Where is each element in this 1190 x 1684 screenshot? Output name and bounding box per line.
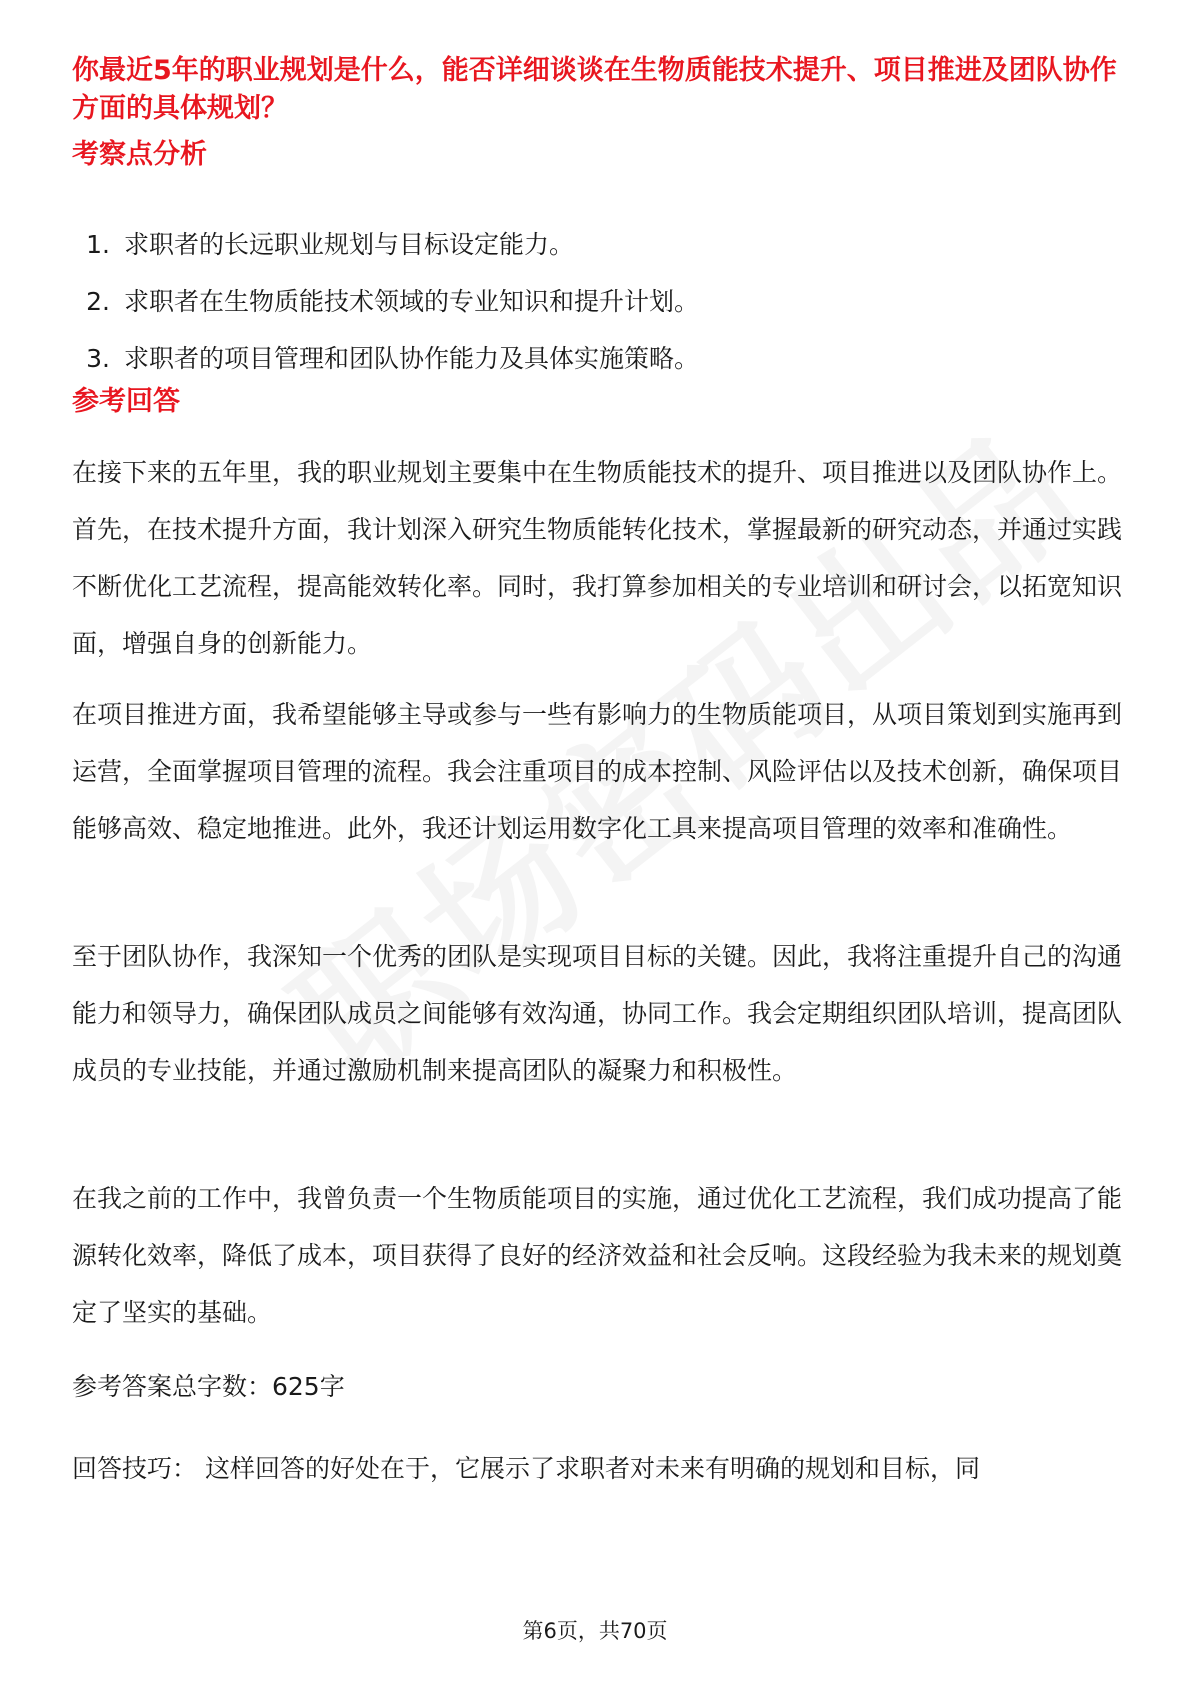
answer-paragraph: 至于团队协作，我深知一个优秀的团队是实现项目目标的关键。因此，我将注重提升自己的沟通能力和领导力，确保团队成员之间能够有效沟通，协同工作。我会定期组织团队培训，提高团队成员的专业技能，并通过激励机制来提高团队的凝聚力和积极性。 bbox=[72, 942, 1123, 1085]
interview-question: 你最近5年的职业规划是什么，能否详细谈谈在生物质能技术提升、项目推进及团队协作方面的具体规划？ bbox=[72, 55, 1117, 124]
word-count: 参考答案总字数：625字 bbox=[72, 1372, 345, 1401]
page-number: 第6页，共70页 bbox=[522, 1619, 668, 1643]
analysis-point bbox=[72, 330, 1122, 387]
point-text: 求职者在生物质能技术领域的专业知识和提升计划。 bbox=[124, 287, 700, 316]
answer-paragraph: 在接下来的五年里，我的职业规划主要集中在生物质能技术的提升、项目推进以及团队协作上。首先，在技术提升方面，我计划深入研究生物质能转化技术，掌握最新的研究动态，并通过实践不断优化工艺流程，提高能效转化率。同时，我打算参加相关的专业培训和研讨会，以拓宽知识面，增强自身的创新能力。 bbox=[72, 458, 1123, 658]
answer-tips: 回答技巧： 这样回答的好处在于，它展示了求职者对未来有明确的规划和目标，同 bbox=[72, 1454, 980, 1483]
analysis-point bbox=[72, 216, 1122, 273]
analysis-heading: 考察点分析 bbox=[72, 139, 207, 170]
point-number: 1. bbox=[86, 230, 110, 259]
answer-heading: 参考回答 bbox=[72, 386, 180, 417]
point-number: 2. bbox=[86, 287, 110, 316]
answer-paragraph: 在我之前的工作中，我曾负责一个生物质能项目的实施，通过优化工艺流程，我们成功提高了能源转化效率，降低了成本，项目获得了良好的经济效益和社会反响。这段经验为我未来的规划奠定了坚实的基础。 bbox=[72, 1184, 1123, 1327]
point-text: 求职者的项目管理和团队协作能力及具体实施策略。 bbox=[124, 344, 700, 373]
point-number: 3. bbox=[86, 344, 110, 373]
answer-paragraph: 在项目推进方面，我希望能够主导或参与一些有影响力的生物质能项目，从项目策划到实施再到运营，全面掌握项目管理的流程。我会注重项目的成本控制、风险评估以及技术创新，确保项目能够高效、稳定地推进。此外，我还计划运用数字化工具来提高项目管理的效率和准确性。 bbox=[72, 700, 1123, 843]
analysis-points-list bbox=[72, 216, 1122, 387]
analysis-point bbox=[72, 273, 1122, 330]
point-text: 求职者的长远职业规划与目标设定能力。 bbox=[124, 230, 575, 259]
